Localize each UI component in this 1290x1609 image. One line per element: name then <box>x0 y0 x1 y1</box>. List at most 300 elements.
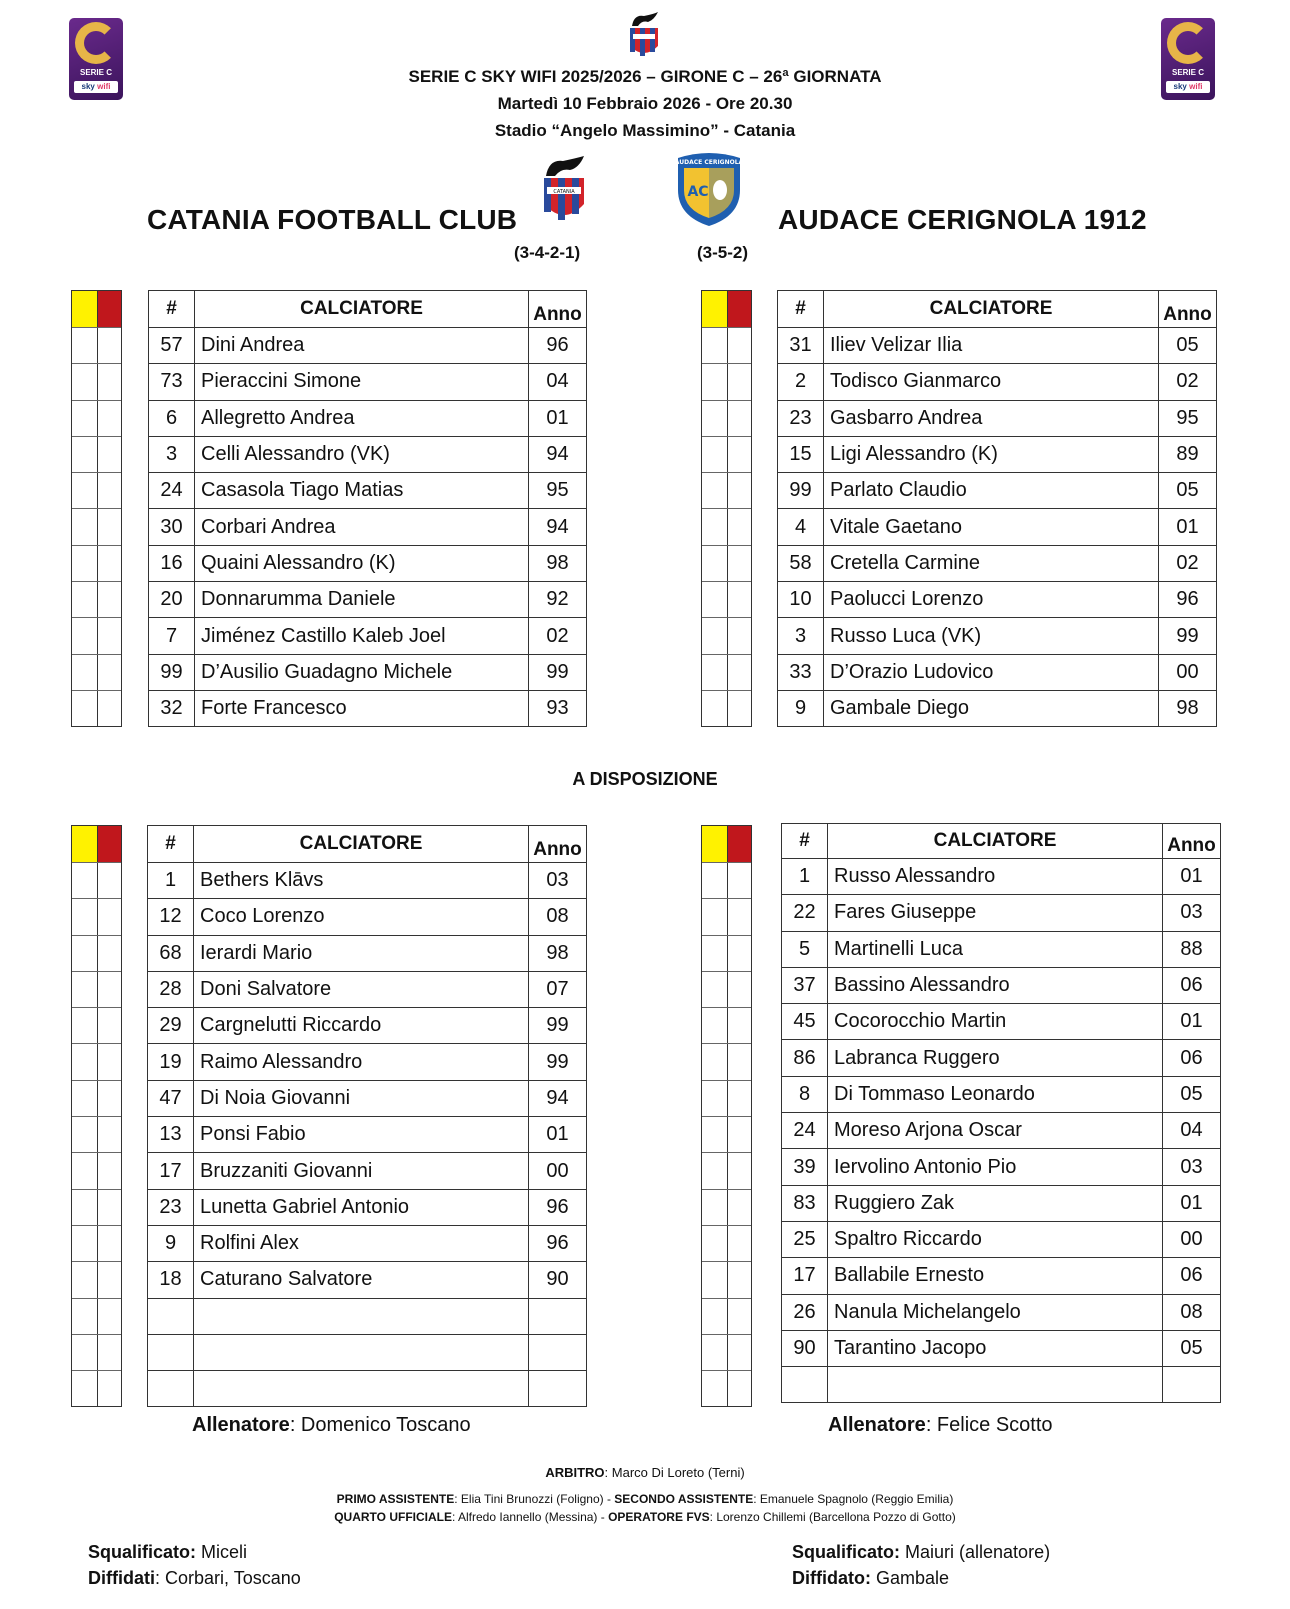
player-year: 01 <box>1163 1004 1221 1040</box>
red-card-box <box>97 1371 122 1406</box>
col-num-header: # <box>778 291 824 328</box>
player-number: 29 <box>148 1008 194 1044</box>
yellow-card-box <box>72 936 97 971</box>
red-card-box <box>97 1226 122 1261</box>
yellow-card-box <box>72 1371 97 1406</box>
player-number: 8 <box>782 1076 828 1112</box>
yellow-card-box <box>72 1081 97 1116</box>
player-number: 45 <box>782 1004 828 1040</box>
player-number: 23 <box>778 400 824 436</box>
red-card-box <box>727 936 752 971</box>
player-number: 90 <box>782 1330 828 1366</box>
player-row <box>149 545 587 581</box>
player-name: Cocorocchio Martin <box>828 1004 1163 1040</box>
red-card-box <box>727 473 752 508</box>
referee-line: ARBITRO: Marco Di Loreto (Terni) <box>545 1465 745 1480</box>
player-number: 25 <box>782 1221 828 1257</box>
player-name: Allegretto Andrea <box>195 400 529 436</box>
red-card-box <box>727 655 752 690</box>
serie-c-logo-left: SERIE C sky wifi <box>69 18 123 100</box>
player-row <box>148 1153 587 1189</box>
red-card-box <box>97 437 122 472</box>
yellow-card-box <box>702 437 727 472</box>
yellow-card-box <box>72 691 97 726</box>
red-card-box <box>727 1081 752 1116</box>
player-year: 07 <box>529 971 587 1007</box>
yellow-card-box <box>72 1335 97 1370</box>
yellow-card-box <box>702 509 727 544</box>
red-card-box <box>727 1008 752 1043</box>
player-year: 00 <box>1159 654 1217 690</box>
player-row <box>782 1076 1221 1112</box>
player-year: 96 <box>529 1225 587 1261</box>
yellow-card-box <box>702 1117 727 1152</box>
red-card-box <box>97 936 122 971</box>
yellow-card-icon <box>702 291 727 327</box>
player-number: 57 <box>149 328 195 364</box>
player-name: Fares Giuseppe <box>828 895 1163 931</box>
player-year: 01 <box>529 400 587 436</box>
player-name: Moreso Arjona Oscar <box>828 1113 1163 1149</box>
player-name: Doni Salvatore <box>194 971 529 1007</box>
red-card-box <box>97 509 122 544</box>
player-row <box>148 1262 587 1298</box>
player-number <box>148 1371 194 1407</box>
player-number: 39 <box>782 1149 828 1185</box>
player-row <box>782 1149 1221 1185</box>
player-number: 26 <box>782 1294 828 1330</box>
player-number: 73 <box>149 364 195 400</box>
player-year: 99 <box>1159 618 1217 654</box>
yellow-card-box <box>72 546 97 581</box>
player-name: Russo Alessandro <box>828 859 1163 895</box>
player-number: 7 <box>149 618 195 654</box>
player-year: 00 <box>1163 1221 1221 1257</box>
player-name: D’Ausilio Guadagno Michele <box>195 654 529 690</box>
yellow-card-box <box>702 473 727 508</box>
player-number: 23 <box>148 1189 194 1225</box>
player-number: 6 <box>149 400 195 436</box>
player-year: 98 <box>529 935 587 971</box>
player-name: Forte Francesco <box>195 690 529 726</box>
yellow-card-box <box>72 1299 97 1334</box>
player-row <box>782 1330 1221 1366</box>
yellow-card-box <box>72 473 97 508</box>
player-name: Lunetta Gabriel Antonio <box>194 1189 529 1225</box>
player-year: 01 <box>1163 1185 1221 1221</box>
player-year: 02 <box>1159 545 1217 581</box>
red-card-icon <box>97 291 122 327</box>
cerignola-crest-icon <box>674 150 744 228</box>
red-card-box <box>97 364 122 399</box>
player-number: 22 <box>782 895 828 931</box>
player-row <box>149 582 587 618</box>
player-name: Bruzzaniti Giovanni <box>194 1153 529 1189</box>
away-team-name: AUDACE CERIGNOLA 1912 <box>778 204 1147 235</box>
home-starters-card-boxes <box>71 290 122 727</box>
player-number <box>148 1334 194 1370</box>
red-card-box <box>97 1008 122 1043</box>
player-name: Rolfini Alex <box>194 1225 529 1261</box>
col-player-header: CALCIATORE <box>194 826 529 863</box>
player-year: 06 <box>1163 967 1221 1003</box>
player-number: 99 <box>149 654 195 690</box>
player-name <box>194 1298 529 1334</box>
red-card-box <box>727 364 752 399</box>
player-year: 06 <box>1163 1040 1221 1076</box>
yellow-card-box <box>702 1299 727 1334</box>
home-starters-table <box>148 290 587 727</box>
svg-text:AUDACE CERIGNOLA: AUDACE CERIGNOLA <box>674 159 744 166</box>
yellow-card-box <box>72 1262 97 1297</box>
yellow-card-box <box>72 899 97 934</box>
player-year: 06 <box>1163 1258 1221 1294</box>
player-name <box>194 1334 529 1370</box>
player-row <box>148 1371 587 1407</box>
yellow-card-box <box>72 863 97 898</box>
player-name: Celli Alessandro (VK) <box>195 436 529 472</box>
col-player-header: CALCIATORE <box>195 291 529 328</box>
player-row <box>778 545 1217 581</box>
player-row <box>782 1185 1221 1221</box>
away-formation: (3-5-2) <box>697 243 749 262</box>
red-card-box <box>727 582 752 617</box>
player-number: 17 <box>148 1153 194 1189</box>
player-row <box>778 364 1217 400</box>
yellow-card-box <box>72 1044 97 1079</box>
red-card-box <box>97 618 122 653</box>
red-card-box <box>97 582 122 617</box>
competition-title: SERIE C SKY WIFI 2025/2026 – GIRONE C – 26ª GIORNATA <box>408 67 882 86</box>
yellow-card-box <box>702 655 727 690</box>
yellow-card-box <box>702 972 727 1007</box>
yellow-card-box <box>702 1371 727 1406</box>
red-card-box <box>727 1226 752 1261</box>
yellow-card-box <box>702 1226 727 1261</box>
yellow-card-box <box>72 401 97 436</box>
player-row <box>148 863 587 899</box>
red-card-box <box>727 546 752 581</box>
player-year: 99 <box>529 1008 587 1044</box>
player-row <box>149 473 587 509</box>
player-name: Pieraccini Simone <box>195 364 529 400</box>
player-row <box>148 899 587 935</box>
yellow-card-box <box>702 1044 727 1079</box>
player-name <box>828 1367 1163 1403</box>
player-year: 05 <box>1163 1076 1221 1112</box>
player-number: 68 <box>148 935 194 971</box>
yellow-card-box <box>702 1190 727 1225</box>
yellow-card-box <box>72 1153 97 1188</box>
red-card-box <box>727 972 752 1007</box>
player-name: Gambale Diego <box>824 690 1159 726</box>
home-suspended: Squalificato: Miceli <box>88 1542 248 1562</box>
match-date: Martedì 10 Febbraio 2026 - Ore 20.30 <box>497 94 793 113</box>
serie-c-logo-right: SERIE C sky wifi <box>1161 18 1215 100</box>
red-card-box <box>727 1262 752 1297</box>
player-name: Casasola Tiago Matias <box>195 473 529 509</box>
yellow-card-box <box>702 328 727 363</box>
player-row <box>782 1040 1221 1076</box>
red-card-icon <box>727 291 752 327</box>
catania-crest-icon <box>541 156 587 224</box>
player-name: Cargnelutti Riccardo <box>194 1008 529 1044</box>
player-row <box>778 654 1217 690</box>
player-year: 95 <box>529 473 587 509</box>
yellow-card-box <box>72 364 97 399</box>
yellow-card-box <box>72 1117 97 1152</box>
player-number: 3 <box>149 436 195 472</box>
player-year: 99 <box>529 654 587 690</box>
player-year: 96 <box>529 1189 587 1225</box>
player-row <box>782 1367 1221 1403</box>
player-year: 08 <box>529 899 587 935</box>
player-number: 24 <box>149 473 195 509</box>
player-number: 31 <box>778 328 824 364</box>
col-player-header: CALCIATORE <box>824 291 1159 328</box>
yellow-card-box <box>702 618 727 653</box>
red-card-box <box>97 972 122 1007</box>
player-name: Labranca Ruggero <box>828 1040 1163 1076</box>
player-year: 03 <box>1163 1149 1221 1185</box>
player-year: 02 <box>1159 364 1217 400</box>
player-name: Caturano Salvatore <box>194 1262 529 1298</box>
yellow-card-box <box>702 364 727 399</box>
yellow-card-box <box>72 582 97 617</box>
player-year: 92 <box>529 582 587 618</box>
yellow-card-box <box>72 509 97 544</box>
red-card-box <box>727 863 752 898</box>
red-card-box <box>97 546 122 581</box>
yellow-card-icon <box>702 826 727 862</box>
yellow-card-box <box>72 972 97 1007</box>
player-year <box>529 1334 587 1370</box>
col-year-header: Anno <box>1163 824 1221 859</box>
player-row <box>778 690 1217 726</box>
player-name: D’Orazio Ludovico <box>824 654 1159 690</box>
col-year-header: Anno <box>529 826 587 863</box>
player-number: 83 <box>782 1185 828 1221</box>
player-row <box>778 509 1217 545</box>
red-card-box <box>97 1262 122 1297</box>
col-player-header: CALCIATORE <box>828 824 1163 859</box>
player-number: 24 <box>782 1113 828 1149</box>
yellow-card-box <box>72 1190 97 1225</box>
yellow-card-box <box>702 1335 727 1370</box>
player-name: Russo Luca (VK) <box>824 618 1159 654</box>
player-row <box>782 1113 1221 1149</box>
red-card-box <box>727 691 752 726</box>
red-card-box <box>97 899 122 934</box>
player-number: 4 <box>778 509 824 545</box>
away-warned: Diffidato: Gambale <box>792 1568 950 1588</box>
assistants-line: PRIMO ASSISTENTE: Elia Tini Brunozzi (Foligno) - SECONDO ASSISTENTE: Emanuele Spagnolo (Reggio Emilia) <box>336 1492 954 1506</box>
player-year: 01 <box>529 1117 587 1153</box>
player-name: Quaini Alessandro (K) <box>195 545 529 581</box>
player-row <box>149 509 587 545</box>
red-card-box <box>727 1044 752 1079</box>
player-number: 18 <box>148 1262 194 1298</box>
player-year: 05 <box>1159 328 1217 364</box>
player-name: Ligi Alessandro (K) <box>824 436 1159 472</box>
player-year: 00 <box>529 1153 587 1189</box>
yellow-card-box <box>702 582 727 617</box>
player-year <box>1163 1367 1221 1403</box>
player-row <box>148 971 587 1007</box>
red-card-box <box>727 1153 752 1188</box>
red-card-box <box>97 1044 122 1079</box>
player-number: 33 <box>778 654 824 690</box>
player-name: Donnarumma Daniele <box>195 582 529 618</box>
player-row <box>782 931 1221 967</box>
away-starters-card-boxes <box>701 290 752 727</box>
yellow-card-box <box>72 437 97 472</box>
player-number: 28 <box>148 971 194 1007</box>
home-bench-card-boxes <box>71 825 122 1407</box>
red-card-box <box>727 1299 752 1334</box>
col-year-header: Anno <box>529 291 587 328</box>
player-number: 5 <box>782 931 828 967</box>
red-card-box <box>727 1371 752 1406</box>
player-year: 94 <box>529 509 587 545</box>
yellow-card-box <box>702 936 727 971</box>
player-name: Todisco Gianmarco <box>824 364 1159 400</box>
player-row <box>148 1189 587 1225</box>
player-name: Di Tommaso Leonardo <box>828 1076 1163 1112</box>
red-card-box <box>97 401 122 436</box>
player-number: 3 <box>778 618 824 654</box>
player-year: 94 <box>529 1080 587 1116</box>
red-card-box <box>97 473 122 508</box>
red-card-box <box>97 691 122 726</box>
col-num-header: # <box>149 291 195 328</box>
red-card-box <box>727 401 752 436</box>
player-row <box>148 1080 587 1116</box>
yellow-card-box <box>702 899 727 934</box>
player-number: 17 <box>782 1258 828 1294</box>
player-number: 20 <box>149 582 195 618</box>
bench-section-title: A DISPOSIZIONE <box>572 769 718 789</box>
player-year: 05 <box>1159 473 1217 509</box>
player-year: 03 <box>529 863 587 899</box>
player-name: Iervolino Antonio Pio <box>828 1149 1163 1185</box>
svg-text:CATANIA: CATANIA <box>553 189 575 195</box>
player-row <box>778 400 1217 436</box>
player-row <box>149 618 587 654</box>
player-number: 37 <box>782 967 828 1003</box>
player-name: Raimo Alessandro <box>194 1044 529 1080</box>
fourth-official-line: QUARTO UFFICIALE: Alfredo Iannello (Messina) - OPERATORE FVS: Lorenzo Chillemi (Barcellona Pozzo di Gotto) <box>334 1510 956 1524</box>
red-card-box <box>97 1153 122 1188</box>
player-name: Ierardi Mario <box>194 935 529 971</box>
player-number: 9 <box>148 1225 194 1261</box>
player-name: Gasbarro Andrea <box>824 400 1159 436</box>
player-name: Dini Andrea <box>195 328 529 364</box>
player-row <box>149 690 587 726</box>
yellow-card-icon <box>72 826 97 862</box>
player-row <box>778 328 1217 364</box>
col-num-header: # <box>148 826 194 863</box>
player-name: Iliev Velizar Ilia <box>824 328 1159 364</box>
player-number <box>782 1367 828 1403</box>
player-name: Ruggiero Zak <box>828 1185 1163 1221</box>
red-card-box <box>97 328 122 363</box>
player-name <box>194 1371 529 1407</box>
player-name: Bassino Alessandro <box>828 967 1163 1003</box>
match-stadium: Stadio “Angelo Massimino” - Catania <box>494 121 796 140</box>
player-name: Vitale Gaetano <box>824 509 1159 545</box>
home-coach: Allenatore: Domenico Toscano <box>192 1414 471 1436</box>
player-year: 04 <box>529 364 587 400</box>
player-row <box>782 967 1221 1003</box>
player-number: 99 <box>778 473 824 509</box>
player-row <box>778 473 1217 509</box>
yellow-card-box <box>72 328 97 363</box>
player-name: Ballabile Ernesto <box>828 1258 1163 1294</box>
player-number: 2 <box>778 364 824 400</box>
player-year: 02 <box>529 618 587 654</box>
player-number: 86 <box>782 1040 828 1076</box>
yellow-card-box <box>72 1226 97 1261</box>
player-number <box>148 1298 194 1334</box>
player-row <box>149 328 587 364</box>
player-number: 9 <box>778 690 824 726</box>
away-starters-table <box>777 290 1217 727</box>
player-row <box>782 1294 1221 1330</box>
away-bench-card-boxes <box>701 825 752 1407</box>
player-number: 47 <box>148 1080 194 1116</box>
player-name: Paolucci Lorenzo <box>824 582 1159 618</box>
player-name: Di Noia Giovanni <box>194 1080 529 1116</box>
red-card-box <box>97 1335 122 1370</box>
red-card-box <box>727 437 752 472</box>
player-number: 1 <box>148 863 194 899</box>
player-year <box>529 1371 587 1407</box>
home-formation: (3-4-2-1) <box>514 243 581 262</box>
player-number: 15 <box>778 436 824 472</box>
player-name: Spaltro Riccardo <box>828 1221 1163 1257</box>
player-year: 90 <box>529 1262 587 1298</box>
player-year: 08 <box>1163 1294 1221 1330</box>
player-year: 95 <box>1159 400 1217 436</box>
player-year: 04 <box>1163 1113 1221 1149</box>
player-year: 88 <box>1163 931 1221 967</box>
player-number: 1 <box>782 859 828 895</box>
yellow-card-box <box>72 1008 97 1043</box>
player-year: 01 <box>1159 509 1217 545</box>
catania-crest-small-icon <box>628 12 660 60</box>
player-number: 19 <box>148 1044 194 1080</box>
player-row <box>782 1258 1221 1294</box>
player-row <box>782 1221 1221 1257</box>
player-row <box>778 582 1217 618</box>
player-year: 98 <box>1159 690 1217 726</box>
player-row <box>148 1008 587 1044</box>
player-number: 16 <box>149 545 195 581</box>
player-year <box>529 1298 587 1334</box>
yellow-card-box <box>702 863 727 898</box>
yellow-card-box <box>702 691 727 726</box>
red-card-box <box>727 618 752 653</box>
red-card-box <box>97 1081 122 1116</box>
player-row <box>782 859 1221 895</box>
player-name: Coco Lorenzo <box>194 899 529 935</box>
player-name: Corbari Andrea <box>195 509 529 545</box>
yellow-card-box <box>702 546 727 581</box>
player-name: Cretella Carmine <box>824 545 1159 581</box>
yellow-card-box <box>702 1008 727 1043</box>
red-card-box <box>727 899 752 934</box>
